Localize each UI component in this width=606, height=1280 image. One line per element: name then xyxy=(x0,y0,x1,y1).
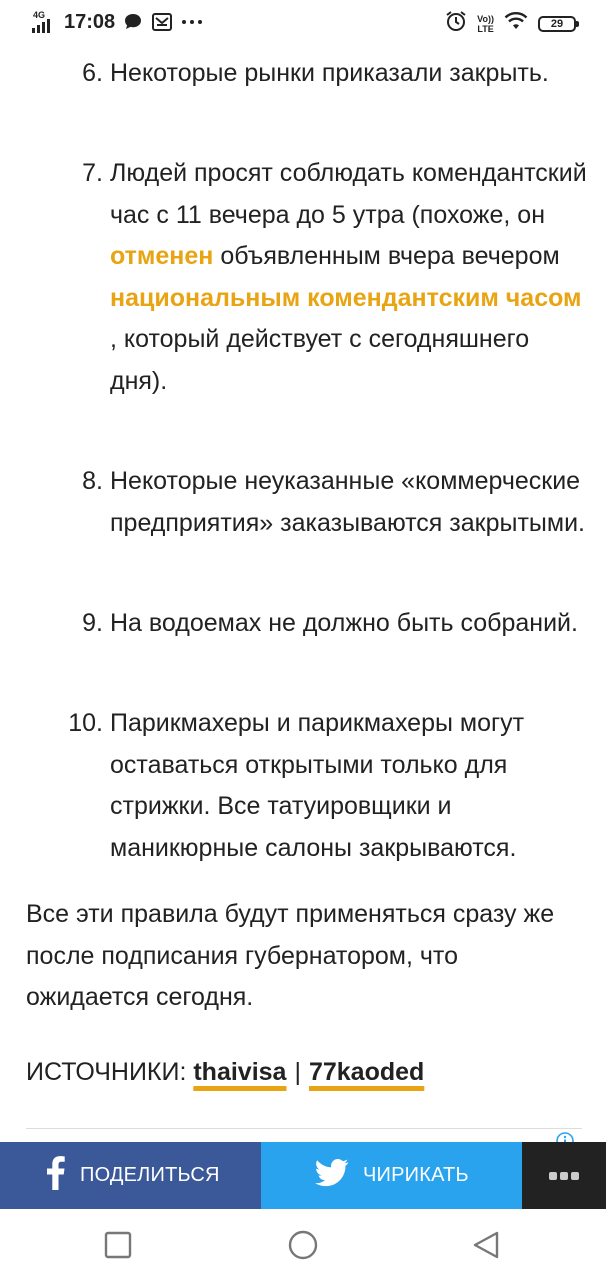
twitter-share-button[interactable] xyxy=(261,1142,522,1209)
battery-icon xyxy=(538,16,576,32)
source-link-77kaoded[interactable]: 77kaoded xyxy=(308,1058,425,1086)
list-text-part: Людей просят соблюдать комендантский час с 11 вечера до 5 утра (похоже, он xyxy=(110,159,587,229)
facebook-icon xyxy=(44,1156,66,1196)
sources-separator: | xyxy=(294,1058,301,1086)
share-bar xyxy=(0,1142,606,1209)
list-number: 10. xyxy=(68,709,103,737)
mail-icon xyxy=(151,12,173,32)
list-text-part: , который действует с сегодняшнего дня). xyxy=(110,325,530,395)
signal-icon xyxy=(32,10,60,34)
link-cancelled[interactable]: отменен xyxy=(110,242,214,270)
battery-level: 29 xyxy=(550,17,564,30)
list-number: 8. xyxy=(82,467,103,495)
list-text: Некоторые неуказанные «коммерческие предприятия» заказываются закрытыми. xyxy=(110,467,585,537)
recents-square-icon[interactable] xyxy=(102,1229,134,1261)
divider xyxy=(26,1128,582,1129)
list-number: 7. xyxy=(82,159,103,187)
chat-bubble-icon xyxy=(123,12,143,32)
list-text: Парикмахеры и парикмахеры могут оставаться открытыми только для стрижки. Все татуировщики и маникюрные салоны закрываются. xyxy=(110,709,525,862)
alarm-icon xyxy=(445,10,467,37)
navigation-bar xyxy=(0,1209,606,1280)
list-text-part: объявленным вчера вечером xyxy=(213,242,560,270)
source-link-thaivisa[interactable]: thaivisa xyxy=(193,1058,287,1086)
clock: 17:08 xyxy=(64,11,116,33)
twitter-bird-icon xyxy=(315,1159,349,1193)
back-triangle-icon[interactable] xyxy=(470,1229,502,1261)
facebook-share-label: ПОДЕЛИТЬСЯ xyxy=(80,1164,220,1186)
status-bar xyxy=(0,0,606,48)
more-options-icon xyxy=(549,1164,579,1187)
twitter-share-label: ЧИРИКАТЬ xyxy=(363,1164,469,1186)
wifi-icon xyxy=(504,11,528,36)
volte-icon xyxy=(477,14,494,34)
facebook-share-button[interactable] xyxy=(0,1142,261,1209)
sources-label: ИСТОЧНИКИ: xyxy=(26,1058,187,1086)
sources-line xyxy=(26,1052,424,1094)
lte-label: LTE xyxy=(477,23,494,34)
volte-label: Vo)) xyxy=(477,13,494,24)
summary-paragraph: Все эти правила будут применяться сразу же после подписания губернатором, что ожидается сегодня. xyxy=(26,900,555,1011)
link-national-curfew[interactable]: национальным комендантским часом xyxy=(110,283,582,312)
more-share-button[interactable] xyxy=(522,1142,606,1209)
network-type: 4G xyxy=(33,10,46,20)
list-text xyxy=(110,153,590,402)
list-number: 9. xyxy=(82,609,103,637)
more-dots-icon xyxy=(181,18,203,26)
list-text: Некоторые рынки приказали закрыть. xyxy=(110,59,549,87)
list-text: На водоемах не должно быть собраний. xyxy=(110,609,578,637)
home-circle-icon[interactable] xyxy=(287,1229,319,1261)
list-number: 6. xyxy=(82,59,103,87)
